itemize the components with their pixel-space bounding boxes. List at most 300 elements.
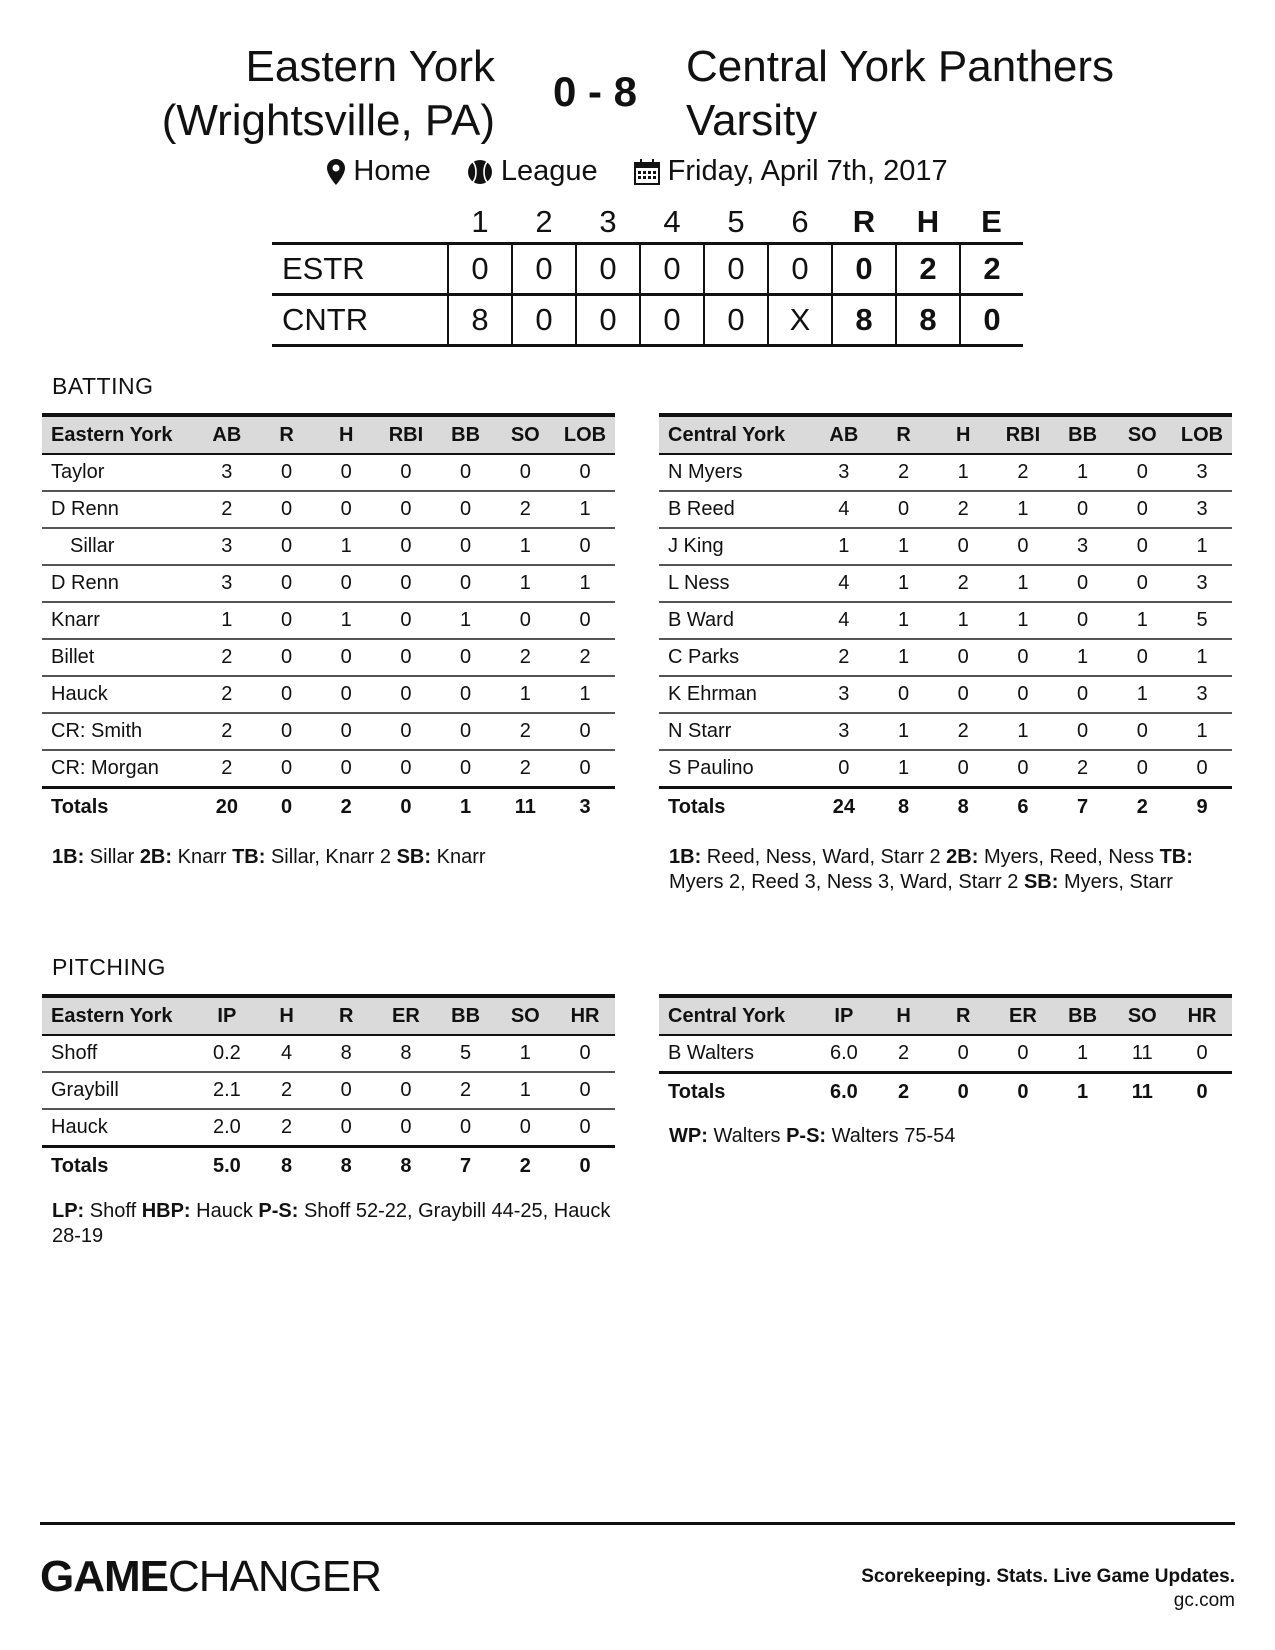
player-name: Hauck — [42, 1109, 197, 1147]
player-row — [659, 602, 1232, 639]
stat-column-header: ER — [993, 996, 1053, 1035]
away-pitching-notes — [52, 1199, 632, 1249]
errors-header: E — [981, 204, 1002, 239]
stat-cell: 0 — [436, 565, 496, 602]
totals-cell: 0 — [280, 796, 293, 818]
stat-cell: 0 — [814, 750, 874, 788]
note-key: P-S: — [786, 1125, 827, 1147]
stat-column-header: BB — [436, 996, 496, 1035]
stat-cell: 0 — [1112, 565, 1172, 602]
stat-cell: 0 — [436, 528, 496, 565]
stat-cell: 1 — [316, 602, 376, 639]
stat-cell: 1 — [1053, 454, 1113, 491]
totals-cell: 24 — [832, 796, 855, 818]
stat-cell: 0 — [257, 750, 317, 788]
stat-cell: 0 — [993, 1035, 1053, 1073]
stat-cell: 0 — [257, 491, 317, 528]
stat-column-header: H — [316, 415, 376, 454]
totals-cell: 6 — [1017, 796, 1029, 818]
totals-cell: 0 — [400, 796, 412, 818]
stat-column-header: SO — [495, 415, 555, 454]
totals-cell: 8 — [340, 1155, 352, 1177]
inning-cell: 0 — [768, 244, 832, 295]
stat-cell: 5 — [436, 1035, 496, 1072]
stat-cell: 0 — [555, 1109, 615, 1147]
inning-cell: 0 — [576, 295, 640, 346]
stat-cell: 0 — [257, 713, 317, 750]
stat-cell: 0 — [495, 602, 555, 639]
pitching-section-title: PITCHING — [52, 954, 166, 980]
stat-cell: 4 — [814, 602, 874, 639]
stat-cell: 0 — [316, 676, 376, 713]
totals-cell: 1 — [1077, 1081, 1089, 1103]
stat-cell: 0 — [316, 1109, 376, 1147]
inning-cell: 0 — [704, 295, 768, 346]
player-row — [659, 565, 1232, 602]
batting-section-title: BATTING — [52, 373, 154, 399]
stat-cell: 0 — [1053, 602, 1113, 639]
stat-cell: 1 — [436, 602, 496, 639]
totals-label: Totals — [51, 1155, 109, 1177]
totals-cell: 8 — [280, 1155, 293, 1177]
stat-cell: 0 — [376, 750, 436, 788]
player-name: Shoff — [42, 1035, 197, 1072]
player-row — [42, 528, 615, 565]
stat-cell: 3 — [197, 528, 257, 565]
stat-cell: 2.1 — [197, 1072, 257, 1109]
note-value: Walters 75-54 — [831, 1125, 956, 1147]
linescore-team: CNTR — [272, 295, 448, 346]
stat-cell: 1 — [1172, 713, 1232, 750]
away-batting-notes — [52, 845, 632, 870]
runs-cell: 0 — [832, 244, 896, 295]
note-key: WP: — [669, 1125, 708, 1147]
stat-column-header: R — [874, 415, 934, 454]
stat-cell: 0 — [1053, 491, 1113, 528]
game-meta — [0, 155, 1275, 193]
stat-column-header: IP — [197, 996, 257, 1035]
stat-cell: 0 — [874, 491, 934, 528]
player-name: CR: Smith — [42, 713, 197, 750]
hits-cell: 8 — [896, 295, 960, 346]
stat-cell: 1 — [495, 676, 555, 713]
home-pitching-table — [659, 994, 1232, 1111]
note-key: TB: — [1159, 846, 1193, 868]
final-score: 0 - 8 — [552, 68, 638, 115]
stat-cell: 1 — [993, 602, 1053, 639]
note-key: HBP: — [141, 1200, 191, 1222]
note-value: Walters — [713, 1125, 781, 1147]
stat-cell: 0 — [1053, 565, 1113, 602]
player-name: N Myers — [659, 454, 814, 491]
stat-cell: 0 — [495, 1109, 555, 1147]
stat-cell: 1 — [1112, 602, 1172, 639]
player-name: S Paulino — [659, 750, 814, 788]
totals-row — [659, 1073, 1232, 1112]
stat-cell: 0 — [933, 750, 993, 788]
stat-cell: 1 — [993, 491, 1053, 528]
stat-cell: 1 — [874, 713, 934, 750]
footer-divider — [40, 1522, 1235, 1525]
date-meta — [634, 155, 948, 188]
stat-cell: 0 — [257, 528, 317, 565]
home-team-name — [686, 40, 1246, 148]
player-row — [659, 750, 1232, 788]
stat-cell: 1 — [197, 602, 257, 639]
stat-cell: 0 — [376, 676, 436, 713]
inning-cell: 0 — [576, 244, 640, 295]
stat-cell: 0 — [555, 528, 615, 565]
table-header-row — [42, 996, 615, 1035]
stat-cell: 1 — [495, 1072, 555, 1109]
totals-cell: 2 — [897, 1081, 910, 1103]
stat-cell: 0 — [316, 639, 376, 676]
runs-cell: 8 — [832, 295, 896, 346]
stat-column-header: ER — [376, 996, 436, 1035]
stat-column-header: SO — [1112, 415, 1172, 454]
stat-cell: 2.0 — [197, 1109, 257, 1147]
stat-cell: 0 — [555, 602, 615, 639]
errors-cell: 0 — [960, 295, 1023, 346]
stat-cell: 4 — [814, 565, 874, 602]
totals-row — [42, 1147, 615, 1186]
runs-header: R — [852, 204, 876, 239]
stat-column-header: AB — [197, 415, 257, 454]
stat-cell: 3 — [197, 454, 257, 491]
totals-cell: 0 — [1017, 1081, 1029, 1103]
linescore-row-home — [272, 295, 1023, 346]
stat-cell: 3 — [1172, 676, 1232, 713]
stat-cell: 0 — [316, 454, 376, 491]
stat-cell: 0 — [1053, 713, 1113, 750]
stat-cell: 1 — [495, 528, 555, 565]
stat-column-header: R — [257, 415, 317, 454]
player-row — [42, 1109, 615, 1147]
stat-cell: 1 — [1112, 676, 1172, 713]
stat-column-header: SO — [495, 996, 555, 1035]
stat-column-header: H — [933, 415, 993, 454]
stat-cell: 0 — [376, 565, 436, 602]
totals-label: Totals — [668, 1081, 726, 1103]
tagline-text: Scorekeeping. Stats. Live Game Updates. — [861, 1566, 1235, 1587]
stat-cell: 8 — [316, 1035, 376, 1072]
player-row — [659, 528, 1232, 565]
totals-cell: 8 — [957, 796, 969, 818]
stat-cell: 0 — [874, 676, 934, 713]
stat-cell: 1 — [495, 1035, 555, 1072]
stat-column-header: AB — [814, 415, 874, 454]
stat-cell: 2 — [495, 750, 555, 788]
stat-cell: 2 — [197, 491, 257, 528]
inning-cell: 0 — [640, 295, 704, 346]
gamechanger-logo — [40, 1552, 381, 1602]
stat-cell: 1 — [1053, 639, 1113, 676]
stat-column-header: BB — [1053, 415, 1113, 454]
note-value: Shoff 52-22, Graybill 44-25, Hauck 28-19 — [52, 1200, 611, 1247]
totals-cell: 0 — [579, 1155, 591, 1177]
away-team-name — [80, 40, 495, 148]
totals-cell: 2 — [340, 796, 352, 818]
team-column-header: Central York — [659, 415, 814, 454]
stat-cell: 0 — [257, 676, 317, 713]
stat-cell: 0 — [1053, 676, 1113, 713]
player-row — [42, 750, 615, 788]
totals-cell: 7 — [1077, 796, 1089, 818]
note-key: SB: — [396, 846, 432, 868]
stat-cell: 0 — [436, 676, 496, 713]
stat-cell: 3 — [1053, 528, 1113, 565]
note-value: Reed, Ness, Ward, Starr 2 — [706, 846, 941, 868]
stat-cell: 2 — [197, 676, 257, 713]
footer-tagline — [861, 1565, 1235, 1613]
stat-cell: 0 — [376, 639, 436, 676]
game-type-meta — [467, 155, 598, 188]
note-value: Hauck — [196, 1200, 253, 1222]
player-name: N Starr — [659, 713, 814, 750]
totals-cell: 2 — [519, 1155, 531, 1177]
stat-cell: 1 — [495, 565, 555, 602]
player-name: Knarr — [42, 602, 197, 639]
stat-cell: 1 — [874, 639, 934, 676]
home-team-line2: Varsity — [686, 96, 818, 145]
stat-column-header: R — [316, 996, 376, 1035]
stat-cell: 0 — [436, 713, 496, 750]
inning-header: 1 — [471, 204, 489, 239]
home-batting-table — [659, 413, 1232, 826]
stat-cell: 0 — [1112, 639, 1172, 676]
stat-cell: 0 — [376, 454, 436, 491]
player-row — [42, 713, 615, 750]
player-name: Graybill — [42, 1072, 197, 1109]
player-name: Taylor — [42, 454, 197, 491]
stat-cell: 2 — [874, 1035, 934, 1073]
player-row — [659, 1035, 1232, 1073]
totals-label: Totals — [51, 796, 109, 818]
away-batting-table — [42, 413, 615, 826]
stat-cell: 3 — [1172, 491, 1232, 528]
player-name: J King — [659, 528, 814, 565]
note-value: Shoff — [89, 1200, 137, 1222]
player-name: Sillar — [42, 528, 197, 565]
inning-header: 6 — [791, 204, 809, 239]
stat-cell: 1 — [993, 713, 1053, 750]
away-team-line1: Eastern York — [245, 42, 495, 91]
stat-cell: 0 — [993, 639, 1053, 676]
stat-cell: 3 — [814, 454, 874, 491]
stat-cell: 2 — [197, 713, 257, 750]
baseball-icon — [467, 159, 493, 185]
inning-cell: X — [768, 295, 832, 346]
hits-cell: 2 — [896, 244, 960, 295]
stat-cell: 0 — [1112, 491, 1172, 528]
player-row — [42, 1072, 615, 1109]
logo-game-text: GAME — [40, 1552, 168, 1601]
stat-cell: 2 — [814, 639, 874, 676]
stat-cell: 6.0 — [814, 1035, 874, 1073]
stat-cell: 0 — [555, 750, 615, 788]
player-name: Billet — [42, 639, 197, 676]
inning-header: 5 — [727, 204, 745, 239]
stat-cell: 2 — [197, 639, 257, 676]
stat-column-header: RBI — [376, 415, 436, 454]
inning-cell: 0 — [640, 244, 704, 295]
stat-column-header: H — [257, 996, 317, 1035]
stat-cell: 1 — [316, 528, 376, 565]
stat-cell: 2 — [436, 1072, 496, 1109]
player-row — [659, 639, 1232, 676]
stat-column-header: IP — [814, 996, 874, 1035]
inning-cell: 0 — [512, 295, 576, 346]
stat-cell: 0.2 — [197, 1035, 257, 1072]
date-label: Friday, April 7th, 2017 — [667, 155, 948, 187]
player-row — [42, 639, 615, 676]
stat-cell: 1 — [993, 565, 1053, 602]
note-value: Sillar — [89, 846, 135, 868]
stat-cell: 0 — [1112, 750, 1172, 788]
stat-cell: 2 — [933, 491, 993, 528]
player-name: B Walters — [659, 1035, 814, 1073]
team-column-header: Eastern York — [42, 996, 197, 1035]
errors-cell: 2 — [960, 244, 1023, 295]
stat-cell: 1 — [555, 565, 615, 602]
stat-cell: 2 — [495, 639, 555, 676]
linescore-header-row — [272, 202, 1023, 244]
note-key: TB: — [232, 846, 266, 868]
stat-cell: 0 — [933, 528, 993, 565]
stat-cell: 0 — [316, 1072, 376, 1109]
stat-cell: 1 — [555, 676, 615, 713]
totals-cell: 8 — [400, 1155, 412, 1177]
table-header-row — [42, 415, 615, 454]
player-row — [659, 713, 1232, 750]
note-key: LP: — [52, 1200, 85, 1222]
team-column-header: Eastern York — [42, 415, 197, 454]
note-key: 1B: — [669, 846, 702, 868]
player-row — [42, 565, 615, 602]
stat-cell: 2 — [197, 750, 257, 788]
totals-cell: 5.0 — [212, 1155, 241, 1177]
linescore-row-away — [272, 244, 1023, 295]
stat-cell: 4 — [814, 491, 874, 528]
stat-column-header: BB — [436, 415, 496, 454]
note-key: SB: — [1023, 871, 1059, 893]
location-label: Home — [353, 155, 431, 187]
stat-cell: 0 — [376, 602, 436, 639]
stat-cell: 1 — [874, 528, 934, 565]
linescore-team-header — [272, 202, 448, 244]
table-header-row — [659, 996, 1232, 1035]
stat-cell: 3 — [814, 713, 874, 750]
inning-cell: 8 — [448, 295, 512, 346]
stat-cell: 0 — [316, 565, 376, 602]
stat-cell: 1 — [814, 528, 874, 565]
stat-cell: 0 — [1112, 713, 1172, 750]
note-value: Knarr — [436, 846, 486, 868]
totals-cell: 20 — [215, 796, 238, 818]
note-value: Myers 2, Reed 3, Ness 3, Ward, Starr 2 — [669, 871, 1019, 893]
stat-cell: 0 — [555, 454, 615, 491]
stat-cell: 0 — [993, 750, 1053, 788]
stat-cell: 0 — [555, 1072, 615, 1109]
totals-row — [659, 788, 1232, 827]
stat-column-header: RBI — [993, 415, 1053, 454]
player-name: K Ehrman — [659, 676, 814, 713]
stat-cell: 0 — [933, 1035, 993, 1073]
linescore-team: ESTR — [272, 244, 448, 295]
stat-cell: 0 — [555, 713, 615, 750]
stat-cell: 4 — [257, 1035, 317, 1072]
stat-cell: 11 — [1112, 1035, 1172, 1073]
player-name: C Parks — [659, 639, 814, 676]
totals-cell: 0 — [1196, 1081, 1208, 1103]
stat-cell: 2 — [933, 713, 993, 750]
stat-cell: 1 — [874, 565, 934, 602]
inning-header: 4 — [663, 204, 681, 239]
stat-cell: 0 — [257, 602, 317, 639]
stat-column-header: HR — [1172, 996, 1232, 1035]
note-key: 2B: — [139, 846, 173, 868]
home-batting-notes — [669, 845, 1229, 895]
location-meta — [327, 155, 430, 188]
totals-cell: 9 — [1196, 796, 1208, 818]
stat-cell: 1 — [933, 602, 993, 639]
stat-cell: 0 — [436, 454, 496, 491]
stat-cell: 0 — [316, 491, 376, 528]
stat-cell: 0 — [376, 1109, 436, 1147]
stat-cell: 0 — [257, 639, 317, 676]
footer-url: gc.com — [1173, 1590, 1235, 1611]
stat-column-header: SO — [1112, 996, 1172, 1035]
stat-cell: 3 — [814, 676, 874, 713]
stat-cell: 0 — [555, 1035, 615, 1072]
note-key: P-S: — [258, 1200, 299, 1222]
player-name: B Reed — [659, 491, 814, 528]
linescore-table — [272, 202, 1023, 347]
stat-cell: 3 — [1172, 565, 1232, 602]
stat-cell: 1 — [933, 454, 993, 491]
inning-cell: 0 — [448, 244, 512, 295]
stat-column-header: H — [874, 996, 934, 1035]
player-row — [42, 491, 615, 528]
stat-cell: 5 — [1172, 602, 1232, 639]
stat-cell: 1 — [874, 602, 934, 639]
map-pin-icon — [327, 159, 345, 185]
totals-cell: 7 — [460, 1155, 472, 1177]
inning-header: 3 — [599, 204, 617, 239]
stat-cell: 0 — [1112, 528, 1172, 565]
stat-cell: 0 — [376, 491, 436, 528]
stat-cell: 0 — [257, 565, 317, 602]
stat-cell: 0 — [436, 750, 496, 788]
stat-cell: 2 — [495, 491, 555, 528]
totals-cell: 11 — [514, 796, 536, 818]
totals-cell: 8 — [897, 796, 910, 818]
player-row — [42, 1035, 615, 1072]
totals-label: Totals — [668, 796, 726, 818]
player-row — [659, 491, 1232, 528]
team-column-header: Central York — [659, 996, 814, 1035]
player-name: CR: Morgan — [42, 750, 197, 788]
away-pitching-table — [42, 994, 615, 1185]
stat-cell: 0 — [1172, 1035, 1232, 1073]
inning-cell: 0 — [704, 244, 768, 295]
stat-cell: 2 — [1053, 750, 1113, 788]
totals-cell: 6.0 — [829, 1081, 858, 1103]
stat-cell: 2 — [874, 454, 934, 491]
player-row — [659, 454, 1232, 491]
note-value: Myers, Starr — [1063, 871, 1173, 893]
home-pitching-notes — [669, 1124, 1229, 1149]
